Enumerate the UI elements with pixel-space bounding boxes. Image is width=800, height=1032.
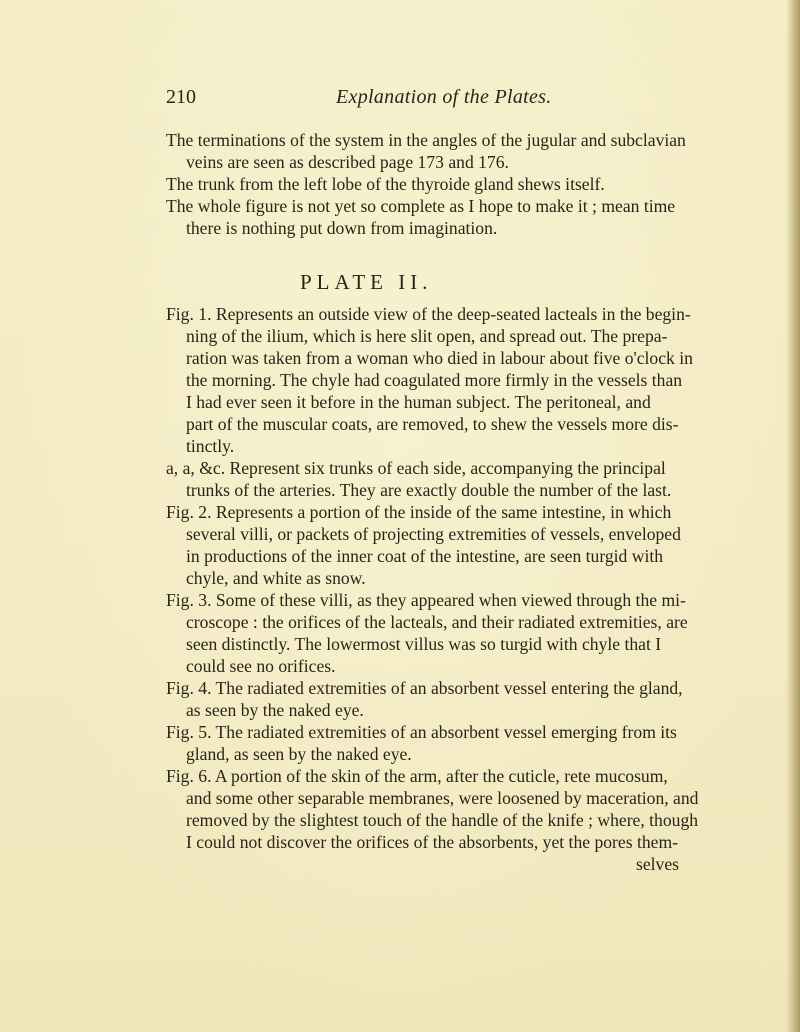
catchword-block [636,853,736,875]
text-line: Fig. 4. The radiated extremities of an absorbent vessel entering the gland, [166,678,683,698]
text-line: croscope : the orifices of the lacteals, and their radiated extremities, are [186,612,688,632]
intro-paragraph [166,129,726,239]
text-line: The whole figure is not yet so complete as I hope to make it ; mean time [166,196,676,216]
text-line: Fig. 3. Some of these villi, as they appeared when viewed through the mi- [166,590,686,610]
text-line: part of the muscular coats, are removed, to shew the vessels more dis- [186,414,679,434]
text-line: Fig. 6. A portion of the skin of the arm, after the cuticle, rete mucosum, [166,766,668,786]
text-line: gland, as seen by the naked eye. [186,744,412,764]
text-line: the morning. The chyle had coagulated more firmly in the vessels than [186,370,683,390]
page-edge-shadow [786,0,800,1032]
text-line: could see no orifices. [186,656,336,676]
text-line: there is nothing put down from imagination. [186,218,498,238]
plate-title: PLATE II. [300,270,433,294]
text-line: tinctly. [186,436,235,456]
text-line: as seen by the naked eye. [186,700,364,720]
text-line: Fig. 1. Represents an outside view of the deep-seated lacteals in the begin- [166,304,691,324]
catchword: selves [636,854,679,874]
text-line: several villi, or packets of projecting extremities of vessels, enveloped [186,524,681,544]
text-line: and some other separable membranes, were loosened by maceration, and [186,788,699,808]
text-line: removed by the slightest touch of the handle of the knife ; where, though [186,810,699,830]
text-line: ration was taken from a woman who died in labour about five o'clock in [186,348,693,368]
text-line: I could not discover the orifices of the absorbents, yet the pores them- [186,832,678,852]
page-header [166,86,726,116]
plate-description [166,303,726,853]
text-line: veins are seen as described page 173 and 176. [186,152,509,172]
text-line: Fig. 2. Represents a portion of the inside of the same intestine, in which [166,502,672,522]
text-line: seen distinctly. The lowermost villus was so turgid with chyle that I [186,634,662,654]
running-head: Explanation of the Plates. [336,86,552,108]
text-line: ning of the ilium, which is here slit open, and spread out. The prepa- [186,326,668,346]
text-line: a, a, &c. Represent six trunks of each side, accompanying the principal [166,458,666,478]
text-line: The trunk from the left lobe of the thyroide gland shews itself. [166,174,605,194]
text-line: trunks of the arteries. They are exactly double the number of the last. [186,480,672,500]
text-line: The terminations of the system in the angles of the jugular and subclavian [166,130,686,150]
text-line: chyle, and white as snow. [186,568,366,588]
page-number: 210 [166,86,196,108]
text-line: in productions of the inner coat of the intestine, are seen turgid with [186,546,664,566]
text-line: Fig. 5. The radiated extremities of an absorbent vessel emerging from its [166,722,677,742]
text-line: I had ever seen it before in the human subject. The peritoneal, and [186,392,651,412]
